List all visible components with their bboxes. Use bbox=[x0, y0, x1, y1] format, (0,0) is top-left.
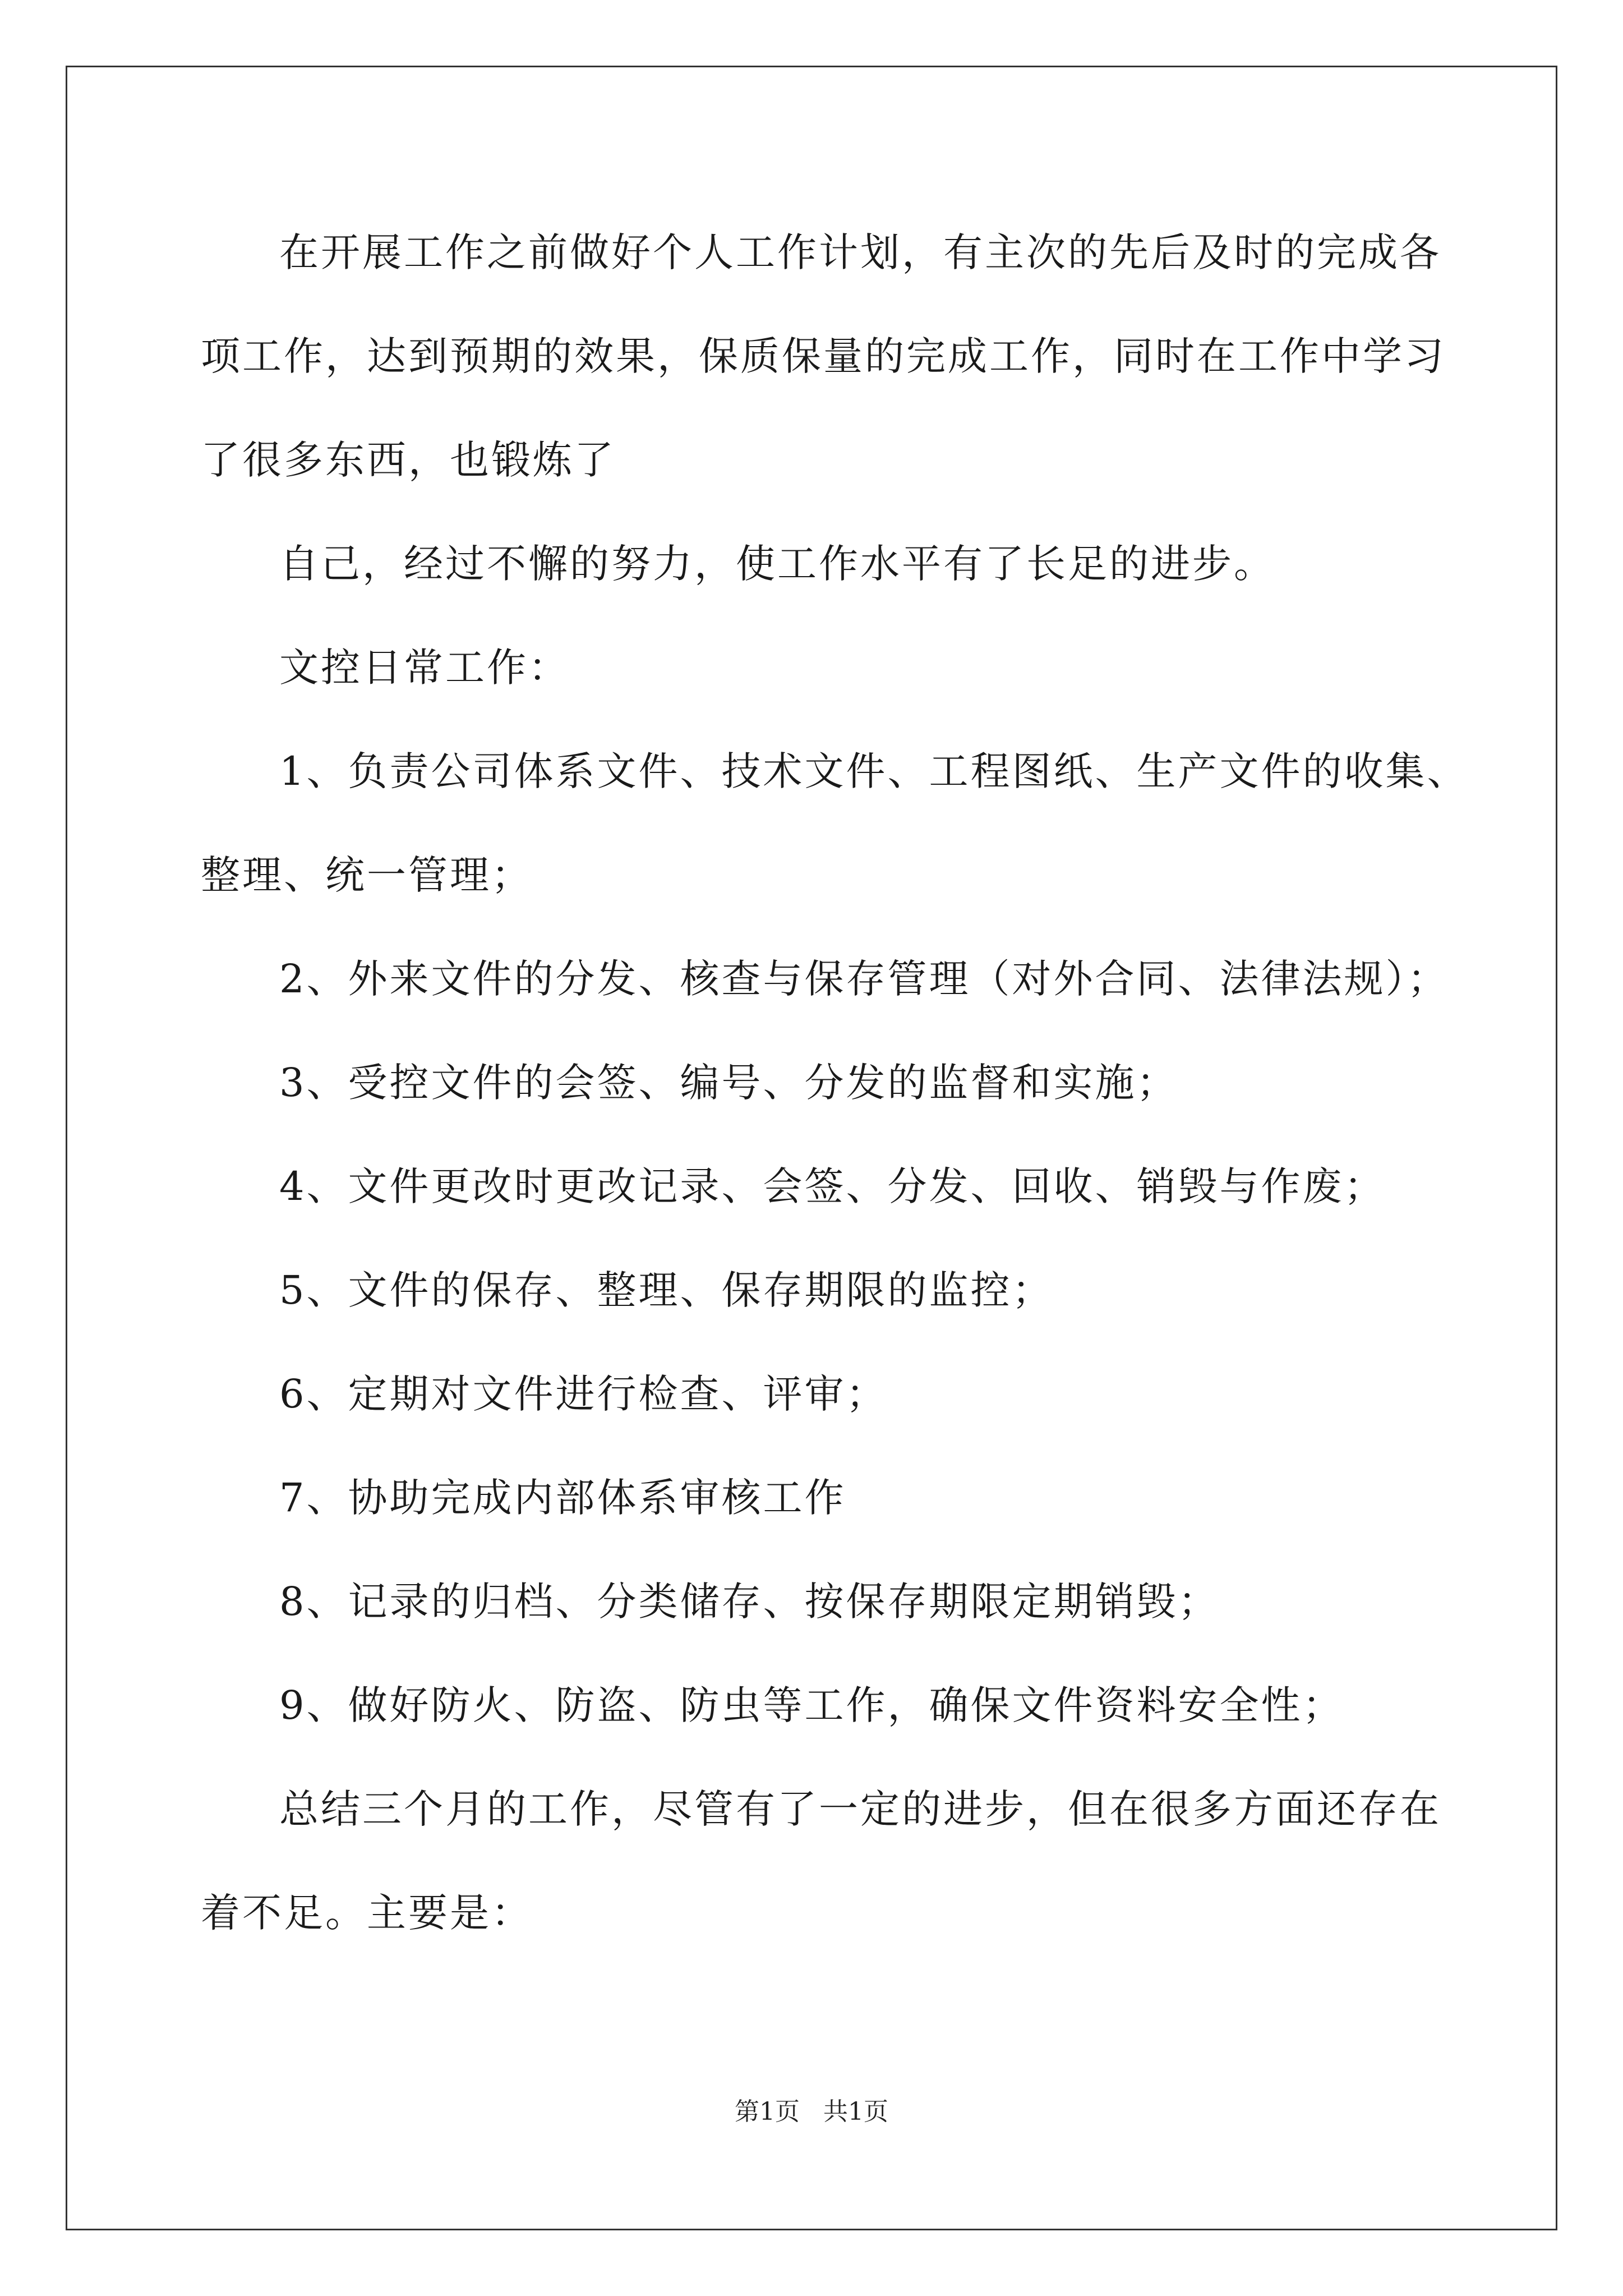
list-item: 8、记录的归档、分类储存、按保存期限定期销毁； bbox=[279, 1579, 1220, 1625]
list-item: 2、外来文件的分发、核查与保存管理（对外合同、法律法规）； bbox=[279, 956, 1449, 1002]
page-footer bbox=[0, 2095, 1623, 2129]
list-item: 4、文件更改时更改记录、会签、分发、回收、销毁与作废； bbox=[279, 1163, 1386, 1209]
list-item-continuation: 整理、统一管理； bbox=[201, 852, 533, 898]
list-item: 3、受控文件的会签、编号、分发的监督和实施； bbox=[279, 1060, 1178, 1106]
paragraph-line: 自己，经过不懈的努力，使工作水平有了长足的进步。 bbox=[279, 541, 1275, 587]
section-heading: 文控日常工作： bbox=[279, 645, 570, 691]
paragraph-line: 着不足。主要是： bbox=[201, 1890, 533, 1936]
paragraph-line: 了很多东西，也锻炼了 bbox=[201, 437, 616, 483]
paragraph-line: 总结三个月的工作，尽管有了一定的进步，但在很多方面还存在 bbox=[279, 1786, 1441, 1832]
list-item: 7、协助完成内部体系审核工作 bbox=[279, 1475, 846, 1521]
list-item: 9、做好防火、防盗、防虫等工作，确保文件资料安全性； bbox=[279, 1682, 1344, 1728]
list-item: 5、文件的保存、整理、保存期限的监控； bbox=[279, 1267, 1054, 1313]
page-number: 第1页 bbox=[735, 2097, 800, 2126]
paragraph-line: 在开展工作之前做好个人工作计划，有主次的先后及时的完成各 bbox=[279, 229, 1441, 275]
paragraph-line: 项工作，达到预期的效果，保质保量的完成工作，同时在工作中学习 bbox=[201, 333, 1446, 379]
page-total: 共1页 bbox=[823, 2097, 888, 2126]
list-item: 1、负责公司体系文件、技术文件、工程图纸、生产文件的收集、 bbox=[279, 748, 1469, 794]
list-item: 6、定期对文件进行检查、评审； bbox=[279, 1371, 888, 1417]
